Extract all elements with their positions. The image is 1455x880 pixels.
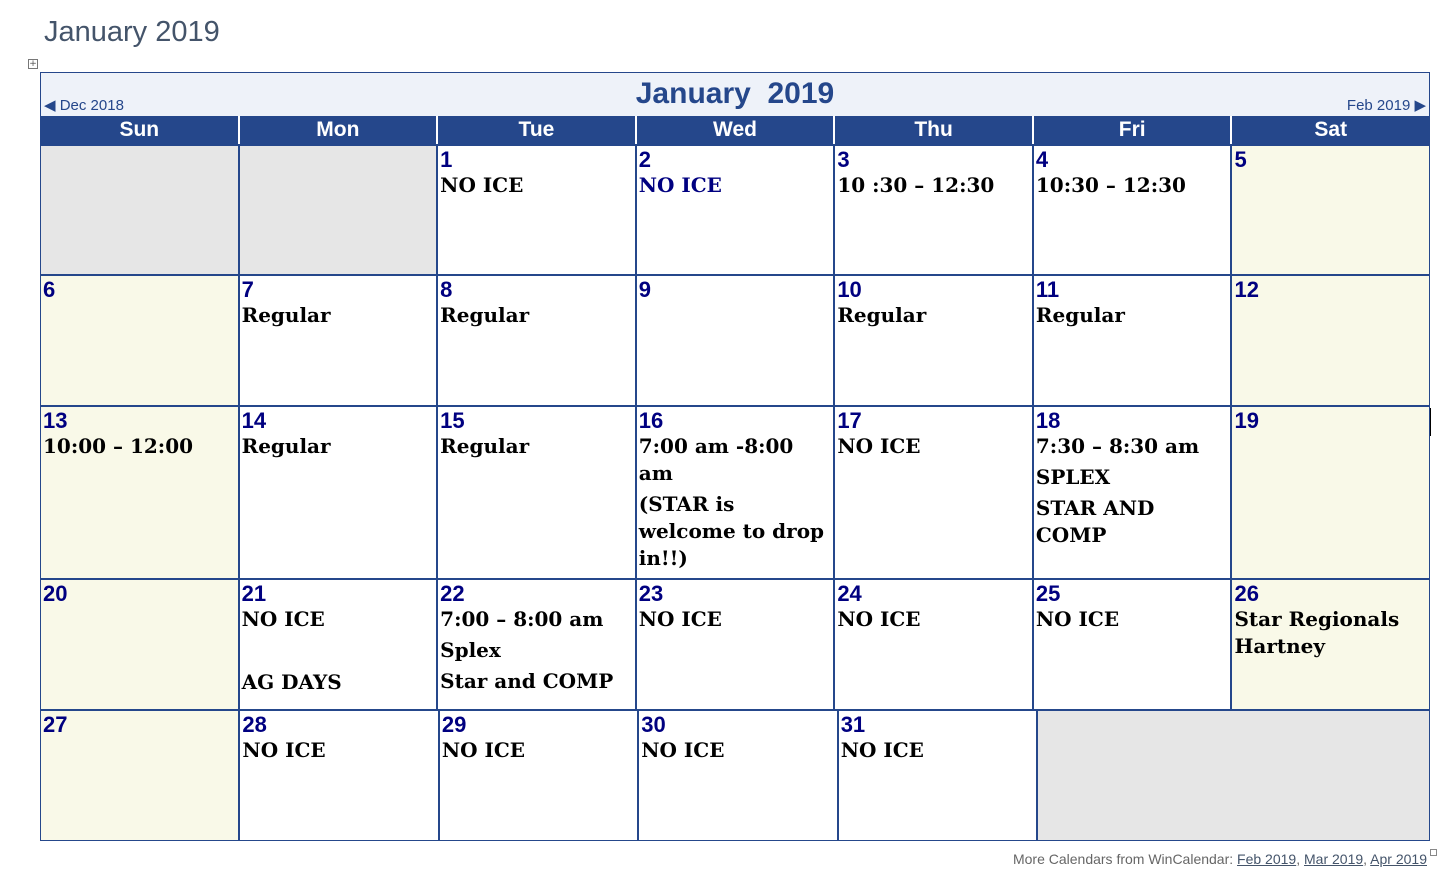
day-number: 10 xyxy=(837,277,862,302)
day-cell-9[interactable] xyxy=(637,276,836,405)
day-number: 4 xyxy=(1035,147,1049,172)
day-cell-21[interactable] xyxy=(240,580,439,709)
day-cell-27[interactable] xyxy=(41,711,240,840)
day-cell-15[interactable] xyxy=(438,407,637,578)
day-cell-31[interactable] xyxy=(839,711,1038,840)
event-text: STAR AND COMP xyxy=(1035,496,1155,547)
event-text: Star Regionals Hartney xyxy=(1234,607,1400,658)
day-number: 20 xyxy=(43,581,68,606)
event-text: Regular xyxy=(241,434,331,458)
calendar-title: January 2019 xyxy=(635,77,835,110)
day-number: 9 xyxy=(638,277,651,302)
weekday-mon: Mon xyxy=(240,116,439,144)
event-text: 10 :30 – 12:30 xyxy=(837,173,995,197)
event-text: NO ICE xyxy=(638,173,722,197)
day-number: 13 xyxy=(43,408,68,433)
day-number: 23 xyxy=(638,581,664,606)
day-number: 17 xyxy=(837,408,862,433)
day-number: 22 xyxy=(440,581,465,606)
day-number: 1 xyxy=(440,147,453,172)
event-text: Regular xyxy=(440,303,530,327)
event-text: 7:30 – 8:30 am xyxy=(1035,434,1200,458)
event-text: NO ICE xyxy=(241,607,325,631)
day-cell-24[interactable] xyxy=(835,580,1034,709)
day-cell-16[interactable] xyxy=(637,407,836,578)
event-text: NO ICE xyxy=(837,607,921,631)
empty-day-cell xyxy=(1038,711,1429,840)
week-row xyxy=(41,144,1429,274)
day-number: 24 xyxy=(837,581,862,606)
footer-separator: , xyxy=(1296,851,1304,867)
day-number: 19 xyxy=(1234,408,1259,433)
day-number: 3 xyxy=(837,147,850,172)
event-text: 10:30 – 12:30 xyxy=(1035,173,1186,197)
event-text: NO ICE xyxy=(441,738,526,762)
day-cell-12[interactable] xyxy=(1232,276,1429,405)
week-row xyxy=(41,405,1429,578)
day-number: 30 xyxy=(641,712,666,737)
week-row xyxy=(41,274,1429,405)
day-number: 8 xyxy=(440,277,453,302)
event-text: Splex xyxy=(440,638,501,662)
event-text: NO ICE xyxy=(1035,607,1120,631)
day-number: 28 xyxy=(242,712,267,737)
day-cell-5[interactable] xyxy=(1232,146,1429,274)
table-move-handle-icon[interactable]: + xyxy=(29,59,37,69)
event-text: Regular xyxy=(241,303,331,327)
day-cell-26[interactable] xyxy=(1232,580,1429,709)
text-cursor xyxy=(1430,408,1431,436)
weekday-sat: Sat xyxy=(1314,118,1348,141)
event-text: Star and COMP xyxy=(440,669,614,693)
day-cell-30[interactable] xyxy=(639,711,838,840)
day-number: 12 xyxy=(1234,277,1259,302)
event-text: Regular xyxy=(837,303,927,327)
empty-day-cell xyxy=(41,146,240,274)
day-number: 5 xyxy=(1234,147,1247,172)
day-cell-22[interactable] xyxy=(438,580,637,709)
event-text: Regular xyxy=(440,434,530,458)
day-number: 27 xyxy=(43,712,68,737)
event-text: NO ICE xyxy=(638,607,722,631)
day-cell-2[interactable] xyxy=(637,146,836,274)
table-resize-handle-icon[interactable] xyxy=(1430,849,1437,856)
weekday-header-row xyxy=(41,116,1429,144)
day-cell-11[interactable] xyxy=(1034,276,1233,405)
event-text: 7:00 – 8:00 am xyxy=(440,607,604,631)
weekday-tue: Tue xyxy=(438,116,637,144)
prev-month-link[interactable]: ◀ Dec 2018 xyxy=(44,97,124,114)
day-cell-13[interactable] xyxy=(41,407,240,578)
day-cell-6[interactable] xyxy=(41,276,240,405)
event-text: 7:00 am -8:00 am xyxy=(638,434,794,485)
footer-prefix: More Calendars from WinCalendar: xyxy=(1012,851,1238,867)
footer-link-apr[interactable]: Apr 2019 xyxy=(1370,851,1427,867)
day-cell-17[interactable] xyxy=(835,407,1034,578)
day-number: 11 xyxy=(1035,277,1060,302)
day-cell-14[interactable] xyxy=(240,407,439,578)
day-number: 31 xyxy=(840,712,866,737)
day-cell-28[interactable] xyxy=(240,711,439,840)
day-number: 14 xyxy=(241,408,267,433)
event-text: AG DAYS xyxy=(241,670,342,694)
day-number: 18 xyxy=(1035,408,1061,433)
event-text: NO ICE xyxy=(641,738,725,762)
footer-separator: , xyxy=(1363,851,1371,867)
event-text: 10:00 – 12:00 xyxy=(43,434,194,458)
weekday-thu: Thu xyxy=(835,116,1034,144)
day-cell-4[interactable] xyxy=(1034,146,1233,274)
event-text: NO ICE xyxy=(440,173,524,197)
empty-day-cell xyxy=(240,146,439,274)
week-row xyxy=(41,709,1429,840)
next-month-link[interactable]: Feb 2019 ▶ xyxy=(1346,97,1426,114)
footer-link-feb[interactable]: Feb 2019 xyxy=(1237,851,1297,867)
day-cell-3[interactable] xyxy=(835,146,1034,274)
weekday-sun: Sun xyxy=(41,116,240,144)
event-text: NO ICE xyxy=(242,738,326,762)
day-cell-10[interactable] xyxy=(835,276,1034,405)
day-number: 26 xyxy=(1234,581,1259,606)
footer-link-mar[interactable]: Mar 2019 xyxy=(1304,851,1364,867)
calendar-grid xyxy=(41,144,1429,840)
event-text: SPLEX xyxy=(1035,465,1111,489)
day-number: 16 xyxy=(638,408,664,433)
day-number: 21 xyxy=(241,581,267,606)
day-cell-29[interactable] xyxy=(440,711,639,840)
day-cell-8[interactable] xyxy=(438,276,637,405)
calendar xyxy=(40,72,1430,841)
event-text: NO ICE xyxy=(840,738,924,762)
day-number: 25 xyxy=(1035,581,1061,606)
week-row xyxy=(41,578,1429,709)
day-number: 15 xyxy=(440,408,465,433)
document-title: January 2019 xyxy=(44,16,220,48)
day-cell-18[interactable] xyxy=(1034,407,1233,578)
weekday-fri: Fri xyxy=(1034,116,1233,144)
event-text: NO ICE xyxy=(837,434,921,458)
day-number: 7 xyxy=(241,277,254,302)
day-cell-20[interactable] xyxy=(41,580,240,709)
day-cell-19[interactable] xyxy=(1232,407,1429,578)
event-text: Regular xyxy=(1035,303,1125,327)
footer-links xyxy=(1013,851,1427,867)
day-cell-1[interactable] xyxy=(438,146,637,274)
day-number: 6 xyxy=(43,277,56,302)
day-number: 2 xyxy=(638,147,651,172)
day-cell-25[interactable] xyxy=(1034,580,1233,709)
day-number: 29 xyxy=(441,712,467,737)
calendar-header xyxy=(41,73,1429,116)
event-text: (STAR is welcome to drop in!!) xyxy=(638,492,825,570)
day-cell-7[interactable] xyxy=(240,276,439,405)
day-cell-23[interactable] xyxy=(637,580,836,709)
weekday-wed: Wed xyxy=(637,116,836,144)
